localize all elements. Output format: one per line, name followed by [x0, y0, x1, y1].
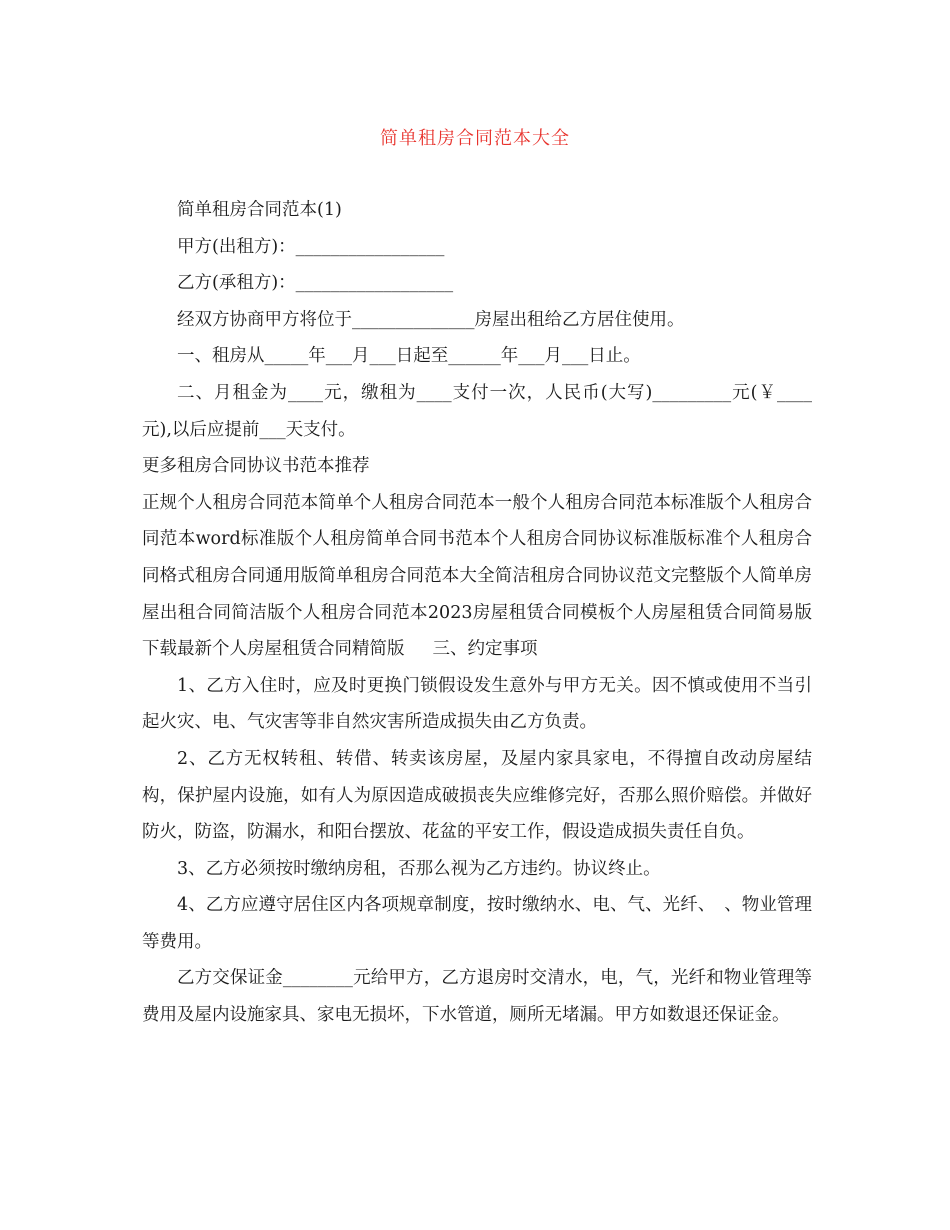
recommend-links-text[interactable]: 正规个人租房合同范本简单个人租房合同范本一般个人租房合同范本标准版个人租房合同范本word标准版个人租房简单合同书范本个人租房合同协议标准版标准个人租房合同格式租房合同通用版简单租房合同范本大全简洁租房合同协议范文完整版个人简单房屋出租合同简洁版个人租房合同范本2023房屋租赁合同模板个人房屋租赁合同简易版下载最新个人房屋租赁合同精简版 [142, 492, 812, 660]
property-location-paragraph: 经双方协商甲方将位于______________房屋出租给乙方居住使用。 [177, 309, 685, 330]
contract-subtitle: 简单租房合同范本(1) [177, 200, 342, 220]
party-b-line: 乙方(承租方)：__________________ [177, 273, 454, 294]
term-1: 1、乙方入住时，应及时更换门锁假设发生意外与甲方无关。因不慎或使用不当引起火灾、电、气灾害等非自然灾害所造成损失由乙方负责。 [142, 675, 812, 733]
term-3: 3、乙方必须按时缴纳房租，否那么视为乙方违约。协议终止。 [177, 858, 661, 879]
document-body [142, 192, 812, 1034]
document-title: 简单租房合同范本大全 [380, 128, 570, 149]
clause-monthly-rent: 二、月租金为____元，缴租为____支付一次，人民币(大写)_________元(￥____元),以后应提前___天支付。 [142, 382, 812, 440]
recommend-links-paragraph [142, 485, 812, 668]
recommend-heading: 更多租房合同协议书范本推荐 [142, 456, 370, 477]
party-a-line: 甲方(出租方)：_________________ [177, 236, 445, 257]
clause-rental-period: 一、租房从_____年___月___日起至______年___月___日止。 [177, 346, 641, 367]
term-2: 2、乙方无权转租、转借、转卖该房屋，及屋内家具家电，不得擅自改动房屋结构，保护屋内设施，如有人为原因造成破损丧失应维修完好，否那么照价赔偿。并做好防火，防盗，防漏水，和阳台摆放、花盆的平安工作，假设造成损失责任自负。 [142, 748, 812, 843]
clause-terms-heading: 三、约定事项 [432, 639, 538, 660]
term-4: 4、乙方应遵守居住区内各项规章制度，按时缴纳水、电、气、光纤、 、物业管理等费用。 [142, 895, 812, 952]
deposit-paragraph: 乙方交保证金________元给甲方，乙方退房时交清水，电，气，光纤和物业管理等费用及屋内设施家具、家电无损坏，下水管道，厕所无堵漏。甲方如数退还保证金。 [142, 968, 812, 1026]
